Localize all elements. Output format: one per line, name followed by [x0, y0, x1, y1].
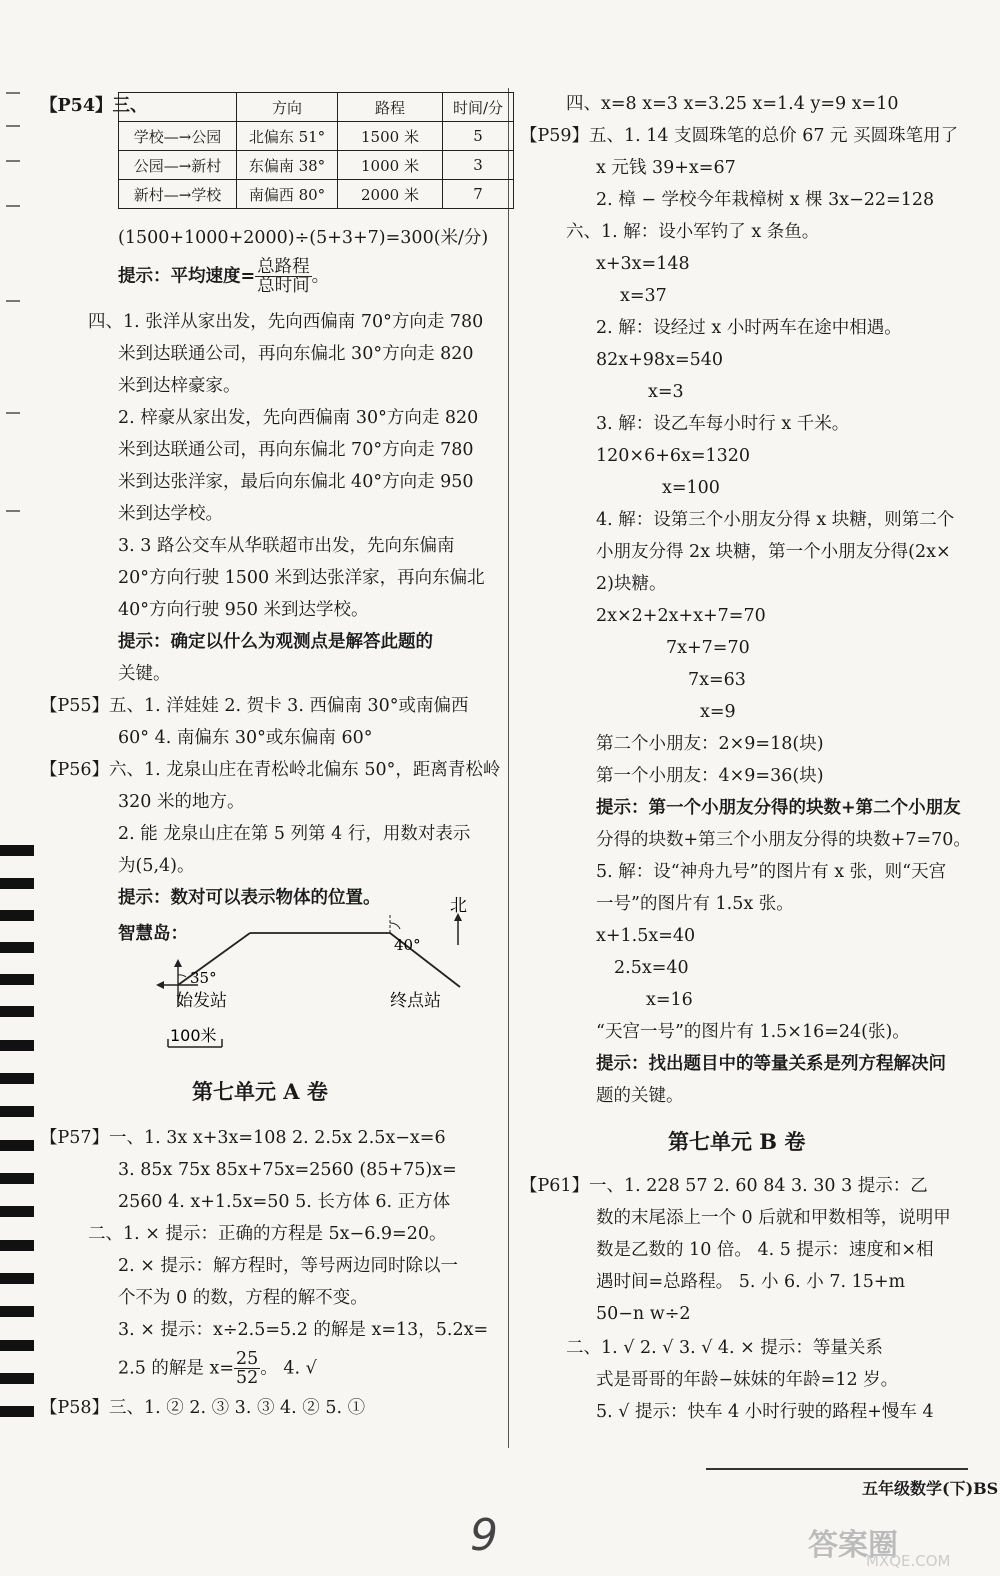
table-cell: 南偏西 80° [237, 180, 338, 209]
answer-line: 2. × 提示：解方程时，等号两边同时除以一 [118, 1256, 458, 1276]
equation-line: 7x=63 [688, 670, 746, 690]
answer-line: 2. 解：设经过 x 小时两车在途中相遇。 [596, 318, 902, 338]
table-cell: 学校—→公园 [119, 122, 237, 151]
answer-line: 四、1. 张洋从家出发，先向西偏南 70°方向走 780 [88, 312, 484, 332]
smart-island-label: 智慧岛： [118, 924, 188, 944]
speed-hint [118, 258, 329, 295]
speed-fraction [255, 258, 312, 295]
answer-line: x 元钱 39+x=67 [596, 158, 736, 178]
fraction-line-prefix: 2.5 的解是 x= [118, 1358, 234, 1379]
answer-line: 【P61】一、1. 228 57 2. 60 84 3. 30 3 提示：乙 [520, 1176, 928, 1196]
watermark-url: MXQE.COM [866, 1552, 951, 1570]
table-cell: 7 [443, 180, 514, 209]
table-cell: 新村—→学校 [119, 180, 237, 209]
answer-line: 一号”的图片有 1.5x 张。 [596, 894, 794, 914]
table-cell: 1500 米 [338, 122, 443, 151]
equation-line: x=9 [700, 702, 736, 722]
table-header: 时间/分 [443, 93, 514, 122]
equation-line: 2.5x=40 [614, 958, 689, 978]
answer-line: 式是哥哥的年龄−妹妹的年龄=12 岁。 [596, 1370, 899, 1390]
table-cell: 北偏东 51° [237, 122, 338, 151]
scale-label: 100米 [170, 1026, 217, 1045]
start-station-label: 始发站 [176, 991, 227, 1011]
fraction-numerator: 总路程 [257, 257, 310, 277]
answer-line: 50−n w÷2 [596, 1304, 691, 1324]
answer-line: 2. 能 龙泉山庄在第 5 列第 4 行，用数对表示 [118, 824, 471, 844]
answer-line: 3. 解：设乙车每小时行 x 千米。 [596, 414, 850, 434]
answer-line: 米到达学校。 [118, 504, 223, 524]
north-label: 北 [450, 896, 467, 916]
answer-line: 数是乙数的 10 倍。 4. 5 提示：速度和×相 [596, 1240, 934, 1260]
table-cell: 1000 米 [338, 151, 443, 180]
fraction-denominator: 总时间 [257, 276, 310, 296]
table-cell: 5 [443, 122, 514, 151]
answer-fraction [234, 1350, 260, 1387]
equation-line: 120×6+6x=1320 [596, 446, 751, 466]
answer-line: 3. 3 路公交车从华联超市出发，先向东偏南 [118, 536, 455, 556]
equation-line: 82x+98x=540 [596, 350, 724, 370]
hint-line: 提示：第一个小朋友分得的块数+第二个小朋友 [596, 798, 961, 818]
answer-line: 个不为 0 的数，方程的解不变。 [118, 1288, 368, 1308]
answer-line: 【P59】五、1. 14 支圆珠笔的总价 67 元 买圆珠笔用了 [520, 126, 959, 146]
fraction-denominator: 52 [236, 1368, 259, 1388]
answer-line: 2. 梓豪从家出发，先向西偏南 30°方向走 820 [118, 408, 479, 428]
route-map [150, 895, 480, 1065]
table-header-row [119, 93, 514, 122]
equation-line: x=3 [648, 382, 684, 402]
table-cell: 公园—→新村 [119, 151, 237, 180]
answer-line: “天宫一号”的图片有 1.5×16=24(张)。 [596, 1022, 910, 1042]
answer-line: 第二个小朋友：2×9=18(块) [596, 734, 824, 754]
answer-line: 【P58】三、1. ② 2. ③ 3. ③ 4. ② 5. ① [40, 1398, 366, 1418]
angle-40-label: 40° [394, 936, 421, 954]
answer-line: 3. × 提示：x÷2.5=5.2 的解是 x=13，5.2x= [118, 1320, 489, 1340]
answer-line: 320 米的地方。 [118, 792, 245, 812]
answer-line: 遇时间=总路程。 5. 小 6. 小 7. 15+m [596, 1272, 906, 1292]
unit7a-title: 第七单元 A 卷 [192, 1079, 328, 1104]
speed-calculation: (1500+1000+2000)÷(5+3+7)=300(米/分) [118, 228, 489, 248]
answer-line: 2)块糖。 [596, 574, 667, 594]
answer-line: 5. √ 提示：快车 4 小时行驶的路程+慢车 4 [596, 1402, 934, 1422]
unit7b-title: 第七单元 B 卷 [668, 1129, 806, 1154]
equation-line: x+3x=148 [596, 254, 690, 274]
answer-line: 六、1. 解：设小军钓了 x 条鱼。 [566, 222, 820, 242]
fraction-answer-line [118, 1350, 317, 1387]
answer-line: 2. 樟 − 学校今年栽樟树 x 棵 3x−22=128 [596, 190, 935, 210]
watermark-logo: 答案圈 [808, 1528, 898, 1563]
column-divider [508, 88, 509, 1448]
answer-line: 数的末尾添上一个 0 后就和甲数相等，说明甲 [596, 1208, 951, 1228]
answer-line: 二、1. √ 2. √ 3. √ 4. × 提示：等量关系 [566, 1338, 883, 1358]
answer-line: 小朋友分得 2x 块糖，第一个小朋友分得(2x× [596, 542, 951, 562]
angle-35-label: 35° [190, 969, 217, 987]
answer-line: 分得的块数+第三个小朋友分得的块数+7=70。 [596, 830, 971, 850]
answer-line: 关键。 [118, 664, 171, 684]
table-header [119, 93, 237, 122]
answer-line: 40°方向行驶 950 米到达学校。 [118, 600, 369, 620]
answer-line: 二、1. × 提示：正确的方程是 5x−6.9=20。 [88, 1224, 447, 1244]
fraction-numerator: 25 [236, 1349, 259, 1369]
hint-line: 提示：确定以什么为观测点是解答此题的 [118, 632, 433, 652]
answer-line: 20°方向行驶 1500 米到达张洋家，再向东偏北 [118, 568, 485, 588]
table-header: 路程 [338, 93, 443, 122]
answer-line: 2560 4. x+1.5x=50 5. 长方体 6. 正方体 [118, 1192, 451, 1212]
answer-line: 第一个小朋友：4×9=36(块) [596, 766, 824, 786]
answer-line: 为(5,4)。 [118, 856, 195, 876]
fraction-line-suffix: 。 4. √ [260, 1358, 317, 1379]
answer-line: 4. 解：设第三个小朋友分得 x 块糖，则第二个 [596, 510, 955, 530]
answer-line: 【P57】一、1. 3x x+3x=108 2. 2.5x 2.5x−x=6 [40, 1128, 446, 1148]
equation-line: x=37 [620, 286, 667, 306]
answer-line: 题的关键。 [596, 1086, 684, 1106]
equation-line: 7x+7=70 [666, 638, 750, 658]
hint-line: 提示：数对可以表示物体的位置。 [118, 888, 381, 908]
speed-hint-prefix: 提示：平均速度= [118, 266, 256, 287]
answer-line: 3. 85x 75x 85x+75x=2560 (85+75)x= [118, 1160, 457, 1180]
speed-hint-suffix: 。 [311, 266, 330, 287]
answer-line: 【P55】五、1. 洋娃娃 2. 贺卡 3. 西偏南 30°或南偏西 [40, 696, 469, 716]
table-header: 方向 [237, 93, 338, 122]
answer-line: 5. 解：设“神舟九号”的图片有 x 张，则“天宫 [596, 862, 947, 882]
table-cell: 3 [443, 151, 514, 180]
answer-line: 四、x=8 x=3 x=3.25 x=1.4 y=9 x=10 [566, 94, 899, 114]
answer-line: 60° 4. 南偏东 30°或东偏南 60° [118, 728, 373, 748]
table-cell: 2000 米 [338, 180, 443, 209]
table-row [119, 122, 514, 151]
answer-line: 米到达联通公司，再向东偏北 70°方向走 780 [118, 440, 474, 460]
footer-rule [706, 1468, 968, 1470]
book-footer: 五年级数学(下)BS [862, 1479, 999, 1498]
table-row [119, 151, 514, 180]
page-number: 9 [470, 1510, 498, 1561]
equation-line: x=16 [646, 990, 693, 1010]
direction-table [118, 92, 514, 209]
answer-line: 【P56】六、1. 龙泉山庄在青松岭北偏东 50°，距离青松岭 [40, 760, 501, 780]
answer-line: 米到达梓豪家。 [118, 376, 241, 396]
equation-line: 2x×2+2x+x+7=70 [596, 606, 766, 626]
hint-line: 提示：找出题目中的等量关系是列方程解决问 [596, 1054, 946, 1074]
equation-line: x+1.5x=40 [596, 926, 696, 946]
answer-line: 米到达张洋家，最后向东偏北 40°方向走 950 [118, 472, 474, 492]
table-row [119, 180, 514, 209]
equation-line: x=100 [662, 478, 720, 498]
p54-label: 【P54】三、 [40, 96, 148, 116]
table-cell: 东偏南 38° [237, 151, 338, 180]
answer-line: 米到达联通公司，再向东偏北 30°方向走 820 [118, 344, 474, 364]
end-station-label: 终点站 [390, 991, 441, 1011]
